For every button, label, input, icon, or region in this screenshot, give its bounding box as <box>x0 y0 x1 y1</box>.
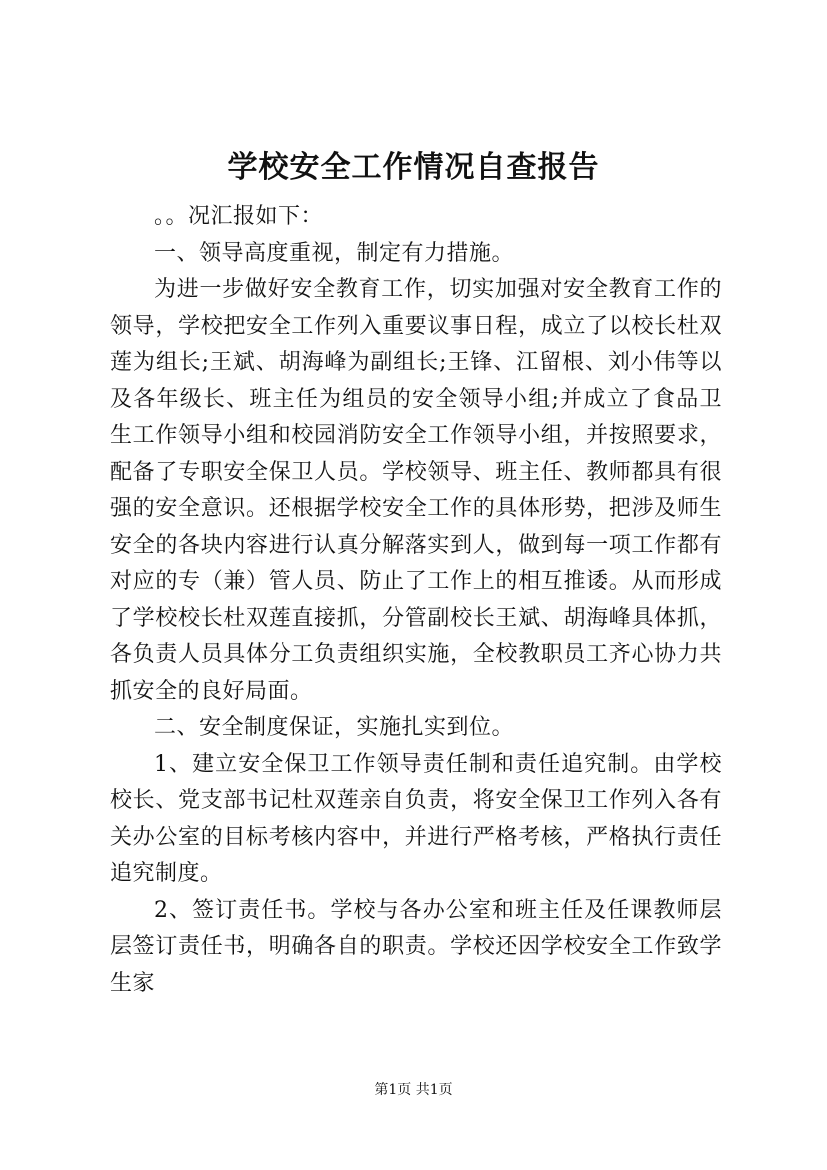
heading-section-2: 二、安全制度保证，实施扎实到位。 <box>154 715 515 740</box>
document-body <box>110 199 722 1002</box>
heading-section-1: 一、领导高度重视，制定有力措施。 <box>154 240 515 266</box>
document-title: 学校安全工作情况自查报告 <box>227 150 600 185</box>
paragraph-intro: 。。况汇报如下： <box>154 204 324 229</box>
page-number-footer: 第1页 共1页 <box>374 1082 453 1098</box>
paragraph-responsibility-letter: 2、签订责任书。学校与各办公室和班主任及任课教师层层签订责任书，明确各自的职责。学校还因学校安全工作致学生家 <box>110 897 722 996</box>
paragraph-leadership: 为进一步做好安全教育工作，切实加强对安全教育工作的领导，学校把安全工作列入重要议事日程，成立了以校长杜双莲为组长;王斌、胡海峰为副组长;王锋、江留根、刘小伟等以及各年级长、班主任为组员的安全领导小组;并成立了食品卫生工作领导小组和校园消防安全工作领导小组，并按照要求，配备了专职安全保卫人员。学校领导、班主任、教师都具有很强的安全意识。还根据学校安全工作的具体形势，把涉及师生安全的各块内容进行认真分解落实到人，做到每一项工作都有对应的专（兼）管人员、防止了工作上的相互推诿。从而形成了学校校长杜双莲直接抓，分管副校长王斌、胡海峰具体抓，各负责人员具体分工负责组织实施，全校教职员工齐心协力共抓安全的良好局面。 <box>110 277 722 704</box>
paragraph-responsibility-system: 1、建立安全保卫工作领导责任制和责任追究制。由学校校长、党支部书记杜双莲亲自负责，将安全保卫工作列入各有关办公室的目标考核内容中，并进行严格考核，严格执行责任追究制度。 <box>110 751 722 886</box>
